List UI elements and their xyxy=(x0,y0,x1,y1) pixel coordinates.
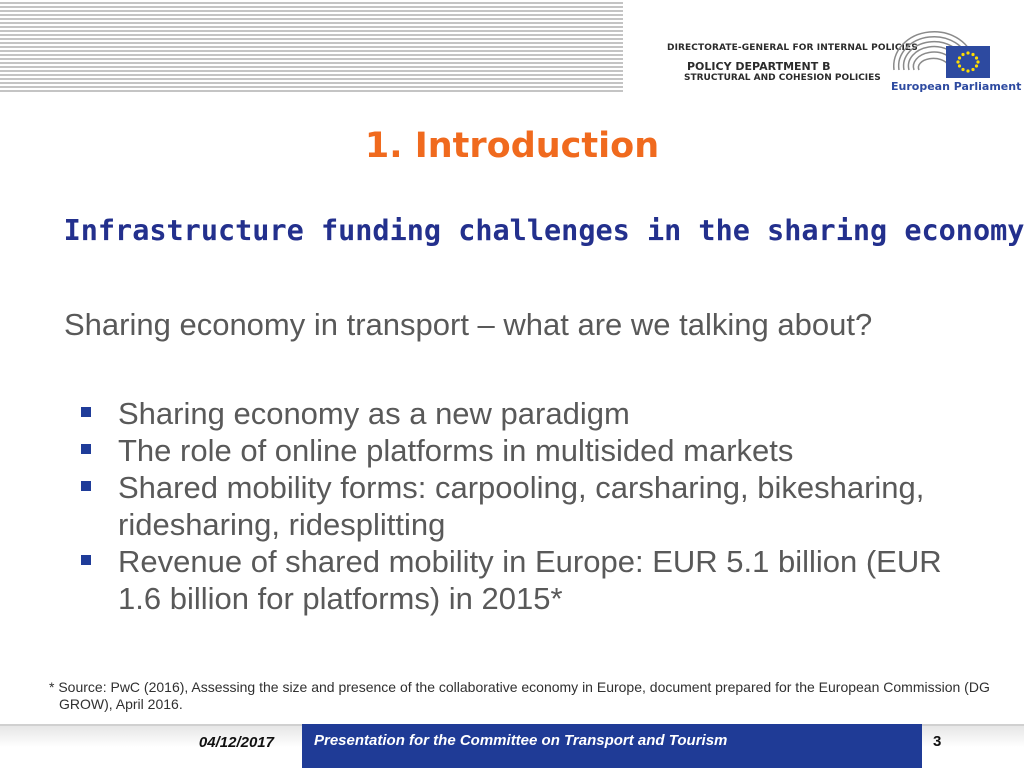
bullet-square-icon xyxy=(81,481,91,491)
bullet-square-icon xyxy=(81,555,91,565)
bullet-square-icon xyxy=(81,444,91,454)
page-number: 3 xyxy=(933,733,942,750)
bullet-text: Revenue of shared mobility in Europe: EUR 5.1 billion (EUR 1.6 billion for platforms) in 2015* xyxy=(118,544,942,616)
eu-flag-icon xyxy=(946,46,990,78)
slide-question: Sharing economy in transport – what are we talking about? xyxy=(64,307,873,342)
footer-presentation-box xyxy=(302,724,922,768)
bullet-item xyxy=(78,432,978,469)
slide-subtitle: Infrastructure funding challenges in the sharing economy xyxy=(63,214,1024,247)
department-sub-label: STRUCTURAL AND COHESION POLICIES xyxy=(684,73,881,83)
bullet-text: Shared mobility forms: carpooling, carsharing, bikesharing, ridesharing, ridesplitting xyxy=(118,470,925,542)
source-footnote xyxy=(49,679,999,713)
footer-bar xyxy=(0,724,1024,768)
bullet-square-icon xyxy=(81,407,91,417)
bullet-item xyxy=(78,395,978,432)
bullet-item xyxy=(78,543,978,617)
bullet-text: Sharing economy as a new paradigm xyxy=(118,396,630,431)
footer-date-box xyxy=(0,724,302,768)
footer-presentation-title: Presentation for the Committee on Transport and Tourism xyxy=(314,732,728,749)
bullet-item xyxy=(78,469,978,543)
department-block xyxy=(667,43,918,83)
footer-page-box xyxy=(922,724,1024,768)
footer-date: 04/12/2017 xyxy=(198,734,274,751)
bullet-list xyxy=(78,395,978,617)
header-stripes xyxy=(0,0,623,92)
source-footnote-text: * Source: PwC (2016), Assessing the size and presence of the collaborative economy in Europe, document prepared for the European Commission (DG GROW), April 2016. xyxy=(49,679,990,712)
logo-text: European Parliament xyxy=(891,80,1022,93)
bullet-text: The role of online platforms in multisided markets xyxy=(118,433,794,468)
slide-title: 1. Introduction xyxy=(364,126,660,166)
directorate-label: DIRECTORATE-GENERAL FOR INTERNAL POLICIES xyxy=(667,43,918,53)
department-label: POLICY DEPARTMENT B xyxy=(687,60,831,73)
